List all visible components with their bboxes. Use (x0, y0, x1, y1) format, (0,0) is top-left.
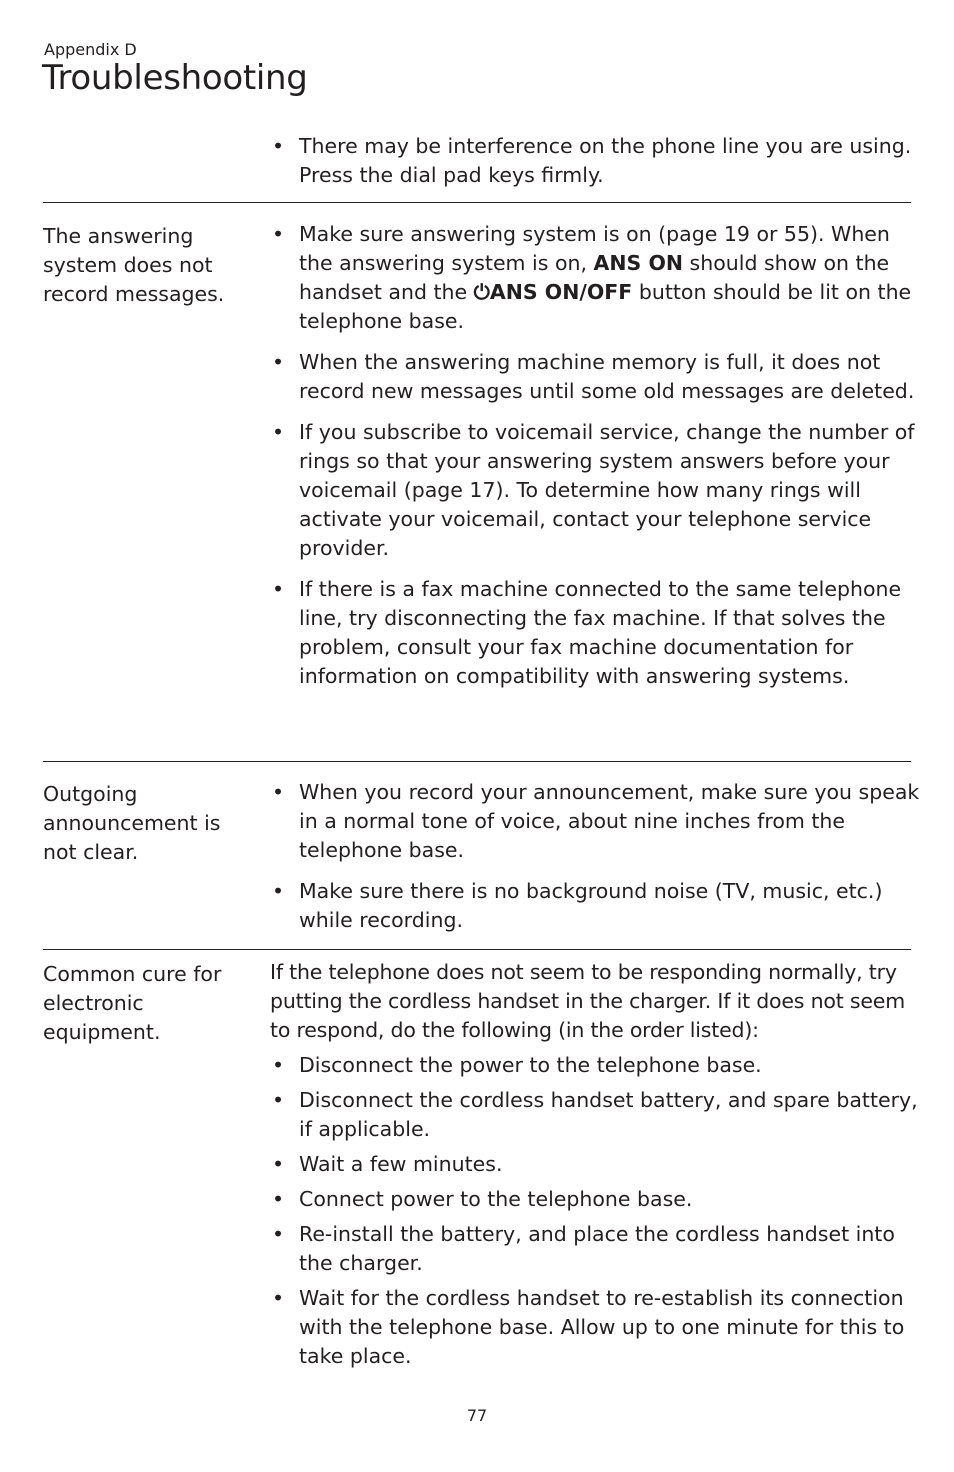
solution-content (270, 132, 920, 190)
page-number: 77 (466, 1406, 488, 1425)
solution-content (270, 778, 920, 935)
issue-label: Common cure for electronic equipment. (43, 962, 222, 1044)
solution-list (270, 778, 920, 935)
solution-list (270, 220, 920, 691)
list-item: • Disconnect the cordless handset battery, and spare battery, if applicable. (270, 1086, 920, 1144)
list-item: • Make sure there is no background noise (TV, music, etc.) while recording. (270, 877, 920, 935)
solution-list (270, 132, 920, 190)
text-run: Make sure answering system is on (page 19 or 55). When the answering system is on, (299, 222, 890, 275)
issue-label: The answering system does not record messages. (43, 224, 225, 306)
appendix-label: Appendix D (44, 40, 137, 59)
list-item: • Wait a few minutes. (270, 1150, 920, 1179)
list-item: • Re-install the battery, and place the cordless handset into the charger. (270, 1220, 920, 1278)
troubleshooting-row (43, 202, 915, 688)
troubleshooting-row (43, 761, 920, 932)
list-item: • If you subscribe to voicemail service, change the number of rings so that your answering system answers before your voicemail (page 17). To determine how many rings will activate your voicemail, contact your telephone service provider. (270, 418, 920, 563)
troubleshooting-row (43, 949, 918, 1368)
list-item: • Connect power to the telephone base. (270, 1185, 920, 1214)
list-item: • If there is a fax machine connected to the same telephone line, try disconnecting the fax machine. If that solves the problem, consult your fax machine documentation for information on compatibility with answering systems. (270, 575, 920, 691)
text-run: should show on the handset and the (299, 251, 890, 304)
issue-label: Outgoing announcement is not clear. (43, 782, 221, 864)
ans-on-off-button-label: ANS ON/OFF (489, 280, 633, 304)
ans-on-label: ANS ON (593, 251, 684, 275)
list-item: • When the answering machine memory is full, it does not record new messages until some old messages are deleted. (270, 348, 920, 406)
solution-content (270, 220, 920, 691)
solution-list (270, 1051, 920, 1371)
list-item (270, 220, 920, 336)
list-item: • When you record your announcement, make sure you speak in a normal tone of voice, about nine inches from the telephone base. (270, 778, 920, 865)
power-icon: ⏻ (473, 280, 490, 304)
solution-content (270, 958, 920, 1371)
list-item: • There may be interference on the phone line you are using. Press the dial pad keys firmly. (270, 132, 920, 190)
intro-paragraph: If the telephone does not seem to be responding normally, try putting the cordless handset in the charger. If it does not seem to respond, do the following (in the order listed): (270, 960, 905, 1042)
list-item: • Disconnect the power to the telephone base. (270, 1051, 920, 1080)
page-title: Troubleshooting (42, 58, 308, 98)
list-item: • Wait for the cordless handset to re-establish its connection with the telephone base. Allow up to one minute for this to take place. (270, 1284, 920, 1371)
text-run: button should be lit on the telephone base. (299, 280, 912, 333)
